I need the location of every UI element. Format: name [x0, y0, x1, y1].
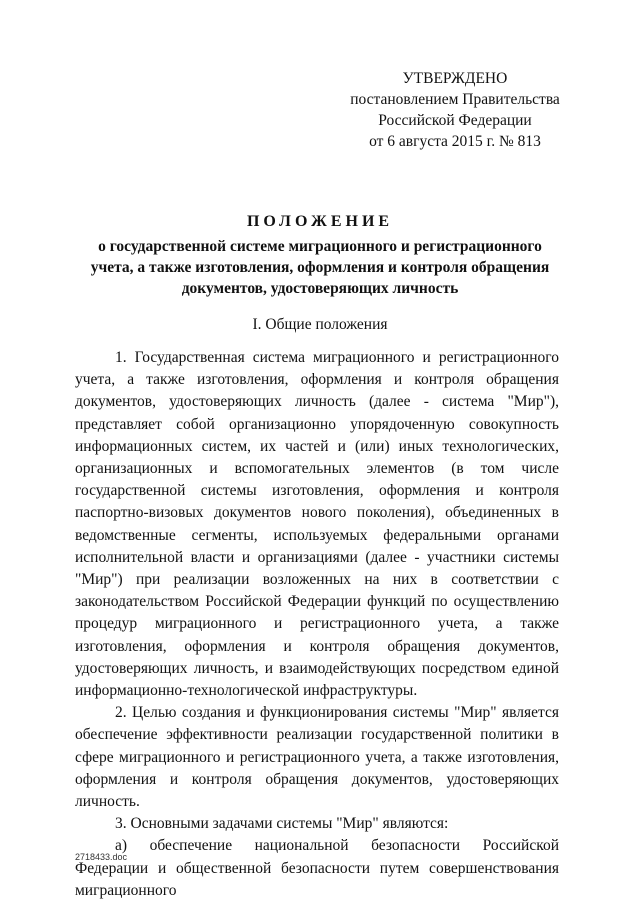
paragraph-3: 3. Основными задачами системы "Мир" являются: — [115, 815, 449, 833]
approval-stamp — [340, 68, 570, 152]
paragraph-4: а) обеспечение национальной безопасности Российской Федерации и общественной безопасности путем совершенствования миграционного — [75, 837, 559, 899]
file-name-footer: 2718433.doc — [75, 852, 128, 862]
approval-line-2: постановлением Правительства — [350, 91, 560, 108]
document-subtitle: о государственной системе миграционного и регистрационного учета, а также изготовления, оформления и контроля обращения документов, удостоверяющих личность — [90, 238, 550, 297]
section-heading: I. Общие положения — [252, 316, 388, 333]
document-body — [75, 347, 559, 902]
approval-line-1: УТВЕРЖДЕНО — [402, 70, 508, 87]
paragraph-1: 1. Государственная система миграционного и регистрационного учета, а также изготовления, оформления и контроля обращения документов, удостоверяющих личность (далее - система "Мир"), представляет собой организационно упорядоченную совокупность информационных систем, их частей и (или) иных технологических, организационных и вспомогательных элементов (в том числе государственной системы изготовления, оформления и контроля паспортно-визовых документов нового поколения), объединенных в ведомственные сегменты, используемых федеральными органами исполнительной власти и организациями (далее - участники системы "Мир") при реализации возложенных на них в соответствии с законодательством Российской Федерации функций по осуществлению процедур миграционного и регистрационного учета, а также изготовления, оформления и контроля обращения документов, удостоверяющих личность, и взаимодействующих посредством единой информационно-технологической инфраструктуры. — [75, 349, 559, 700]
approval-line-3: Российской Федерации — [378, 112, 532, 129]
paragraph-2: 2. Целью создания и функционирования системы "Мир" является обеспечение эффективности реализации государственной политики в сфере миграционного и регистрационного учета, а также изготовления, оформления и контроля обращения документов, удостоверяющих личность. — [75, 704, 559, 811]
approval-line-4: от 6 августа 2015 г. № 813 — [369, 133, 541, 150]
document-title: ПОЛОЖЕНИЕ — [246, 213, 394, 230]
